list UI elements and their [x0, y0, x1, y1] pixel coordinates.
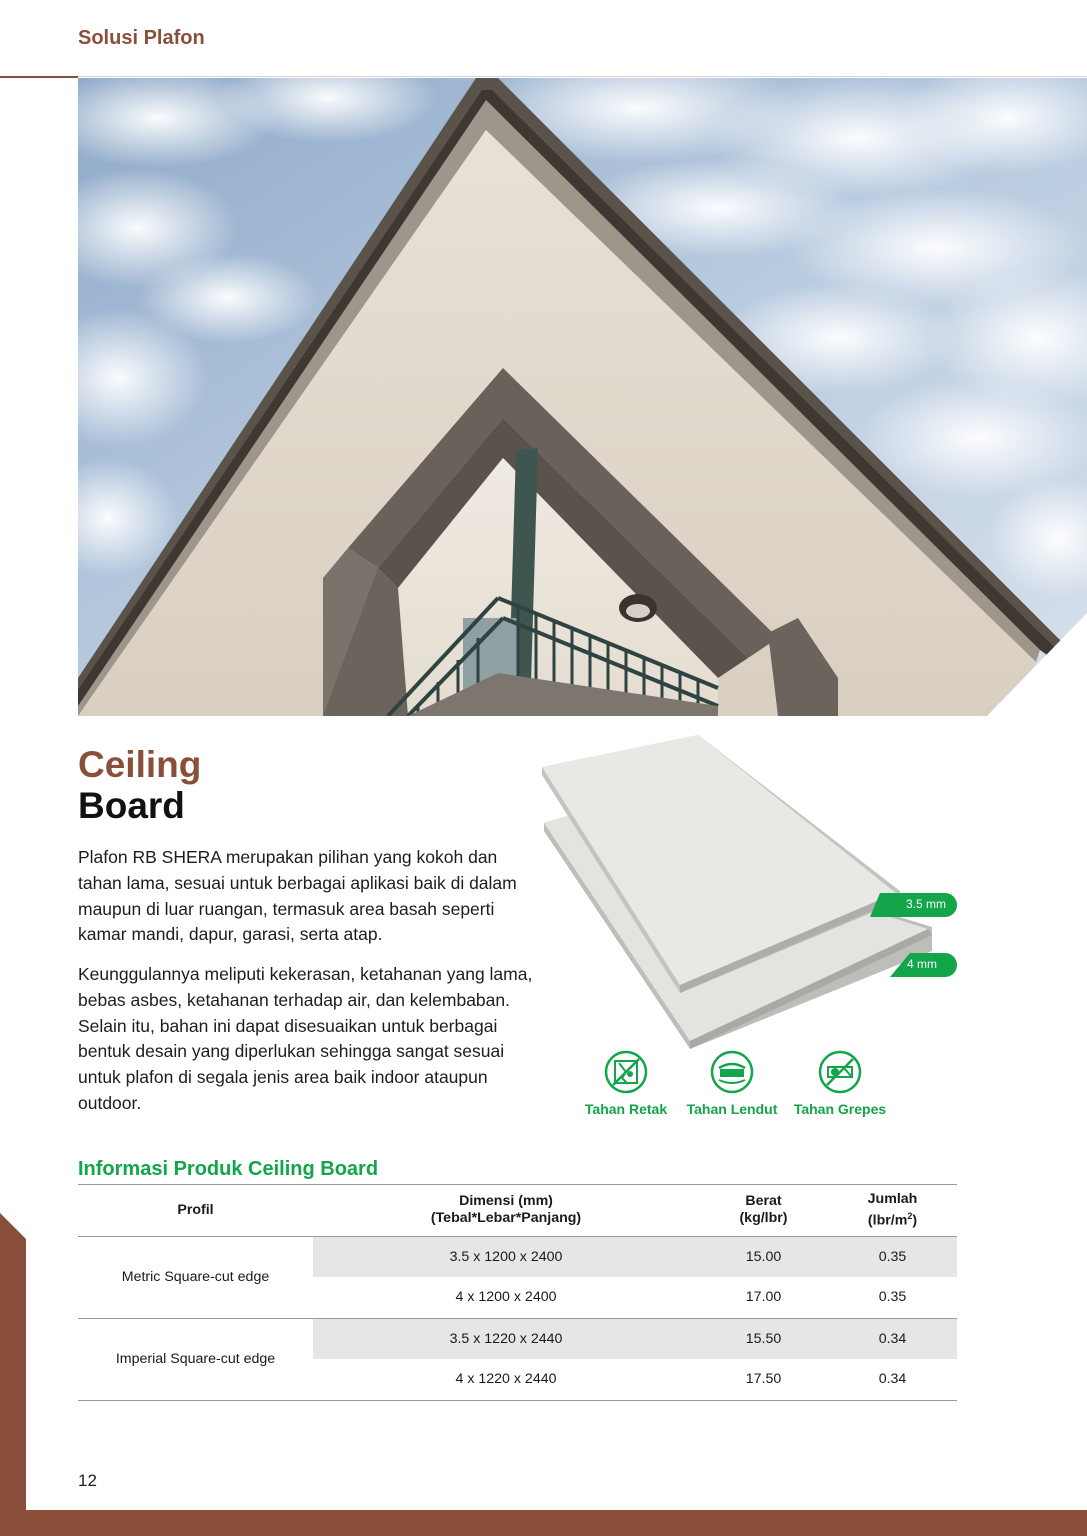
dimensi-cell: 3.5 x 1200 x 2400: [313, 1236, 699, 1277]
thickness-label-bottom: 4 mm: [907, 957, 937, 971]
feature-label: Tahan Retak: [584, 1101, 668, 1117]
page-heading: [78, 744, 201, 827]
header-berat: Berat (kg/lbr): [699, 1185, 828, 1236]
heading-line1: Ceiling: [78, 744, 202, 785]
jumlah-cell: 0.34: [828, 1359, 957, 1400]
table-row: [78, 1236, 957, 1277]
crack-resistant-icon: [604, 1050, 648, 1094]
advantages-paragraph: Keunggulannya meliputi kekerasan, ketahanan yang lama, bebas asbes, ketahanan terhadap air, dan kelembaban. Selain itu, bahan ini dapat disesuaikan untuk berbagai bentuk desain yang diperlukan sehingga sangat sesuai untuk plafon di segala jenis area baik indoor ataupun outdoor.: [78, 964, 533, 1113]
intro-paragraph: Plafon RB SHERA merupakan pilihan yang kokoh dan tahan lama, sesuai untuk berbagai aplikasi baik di dalam maupun di luar ruangan, termasuk area basah seperti kamar mandi, dapur, garasi, serta atap.: [78, 847, 517, 945]
jumlah-cell: 0.35: [828, 1236, 957, 1277]
feature-list: [582, 1050, 902, 1120]
page-number: 12: [78, 1471, 97, 1490]
header-rule-light: [78, 76, 1087, 77]
berat-cell: 17.00: [699, 1277, 828, 1318]
feature-label: Tahan Grepes: [793, 1101, 887, 1117]
thickness-label-top: 3.5 mm: [906, 897, 947, 911]
product-info-table: [78, 1185, 957, 1401]
section-title: Solusi Plafon: [78, 27, 205, 49]
table-header-row: [78, 1185, 957, 1236]
berat-cell: 15.00: [699, 1236, 828, 1277]
feature-crack-resistant: [572, 1050, 680, 1117]
table-title: Informasi Produk Ceiling Board: [78, 1158, 379, 1180]
dimensi-cell: 4 x 1200 x 2400: [313, 1277, 699, 1318]
heading-line2: Board: [78, 785, 185, 827]
chip-resistant-icon: [818, 1050, 862, 1094]
feature-chip-resistant: [786, 1050, 894, 1117]
hero-photo: [78, 78, 1087, 716]
berat-cell: 15.50: [699, 1318, 828, 1359]
feature-sag-resistant: [678, 1050, 786, 1117]
board-illustration: [540, 735, 970, 1055]
header-rule: [0, 76, 78, 78]
jumlah-cell: 0.34: [828, 1318, 957, 1359]
feature-label: Tahan Lendut: [686, 1101, 778, 1117]
footer-band: [0, 1510, 1087, 1536]
dimensi-cell: 4 x 1220 x 2440: [313, 1359, 699, 1400]
berat-cell: 17.50: [699, 1359, 828, 1400]
profile-cell: Imperial Square-cut edge: [78, 1318, 313, 1400]
left-edge-tab: [0, 1213, 26, 1536]
header-profil: Profil: [78, 1185, 313, 1236]
header-dimensi: Dimensi (mm) (Tebal*Lebar*Panjang): [313, 1185, 699, 1236]
table-row: [78, 1318, 957, 1359]
profile-cell: Metric Square-cut edge: [78, 1236, 313, 1318]
sag-resistant-icon: [710, 1050, 754, 1094]
header-jumlah: Jumlah $(lbr/m^2)$: [828, 1185, 957, 1236]
jumlah-cell: 0.35: [828, 1277, 957, 1318]
dimensi-cell: 3.5 x 1220 x 2440: [313, 1318, 699, 1359]
